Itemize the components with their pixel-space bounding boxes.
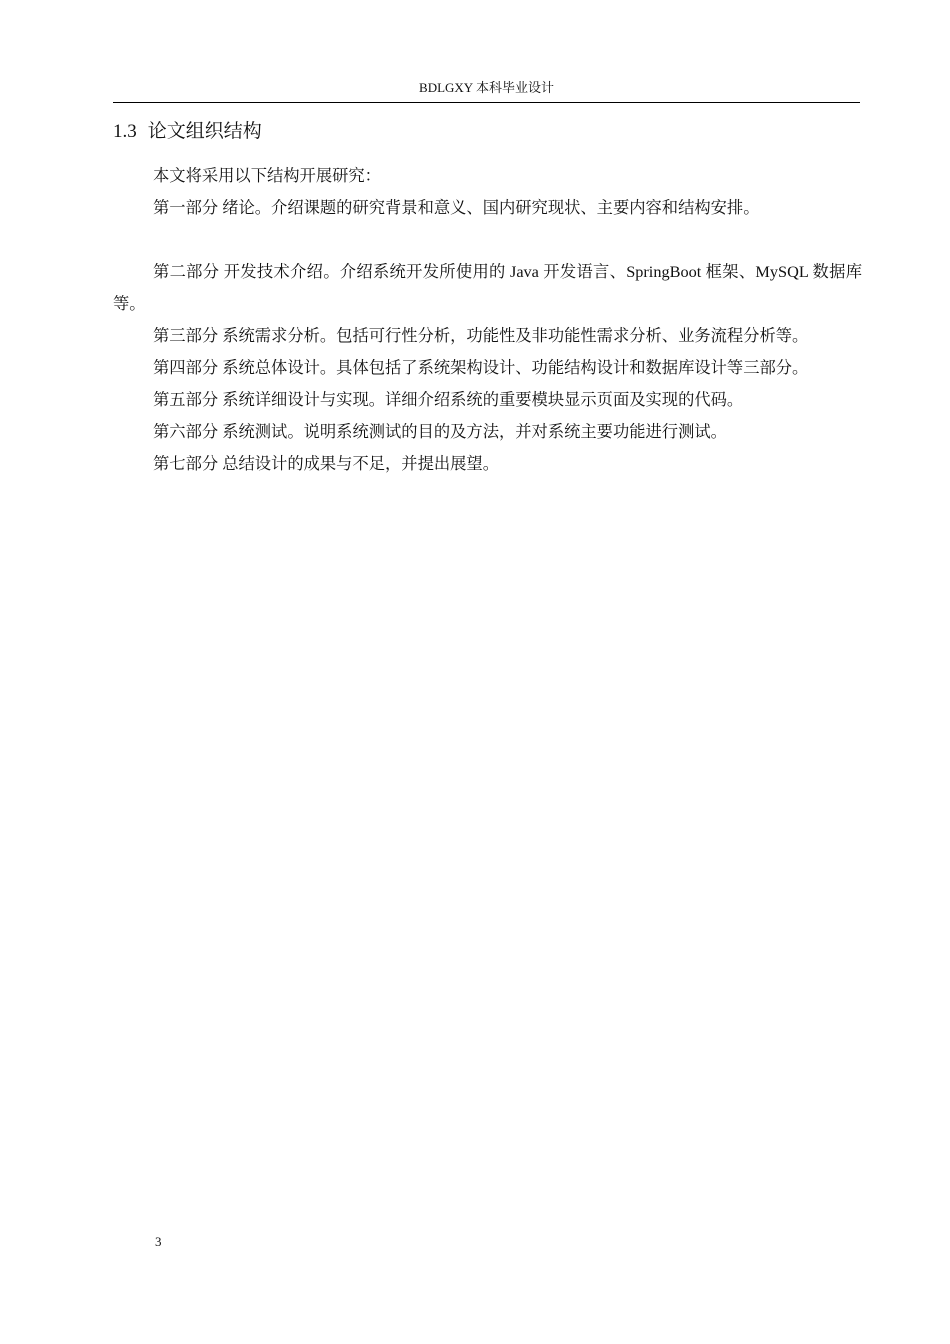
paragraph-part-7: 第七部分 总结设计的成果与不足，并提出展望。: [153, 454, 499, 473]
paragraph-part-1: 第一部分 绪论。介绍课题的研究背景和意义、国内研究现状、主要内容和结构安排。: [153, 198, 760, 217]
paragraph-part-4: 第四部分 系统总体设计。具体包括了系统架构设计、功能结构设计和数据库设计等三部分。: [153, 358, 809, 377]
paragraph-part-5: 第五部分 系统详细设计与实现。详细介绍系统的重要模块显示页面及实现的代码。: [153, 390, 744, 409]
section-heading: [113, 117, 262, 146]
paragraph-intro: 本文将采用以下结构开展研究：: [153, 166, 381, 185]
paragraph-part-6: 第六部分 系统测试。说明系统测试的目的及方法，并对系统主要功能进行测试。: [153, 422, 727, 441]
body-text: [113, 160, 862, 480]
page-number: 3: [155, 1234, 162, 1249]
section-number: 1.3: [113, 121, 137, 142]
page-header: [113, 78, 860, 103]
paragraph-part-2: 第二部分 开发技术介绍。介绍系统开发所使用的 Java 开发语言、SpringBoot 框架、MySQL 数据库等。: [113, 262, 862, 313]
header-title: BDLGXY 本科毕业设计: [419, 80, 554, 95]
paragraph-part-3: 第三部分 系统需求分析。包括可行性分析，功能性及非功能性需求分析、业务流程分析等。: [153, 326, 809, 345]
section-title: 论文组织结构: [147, 120, 262, 142]
